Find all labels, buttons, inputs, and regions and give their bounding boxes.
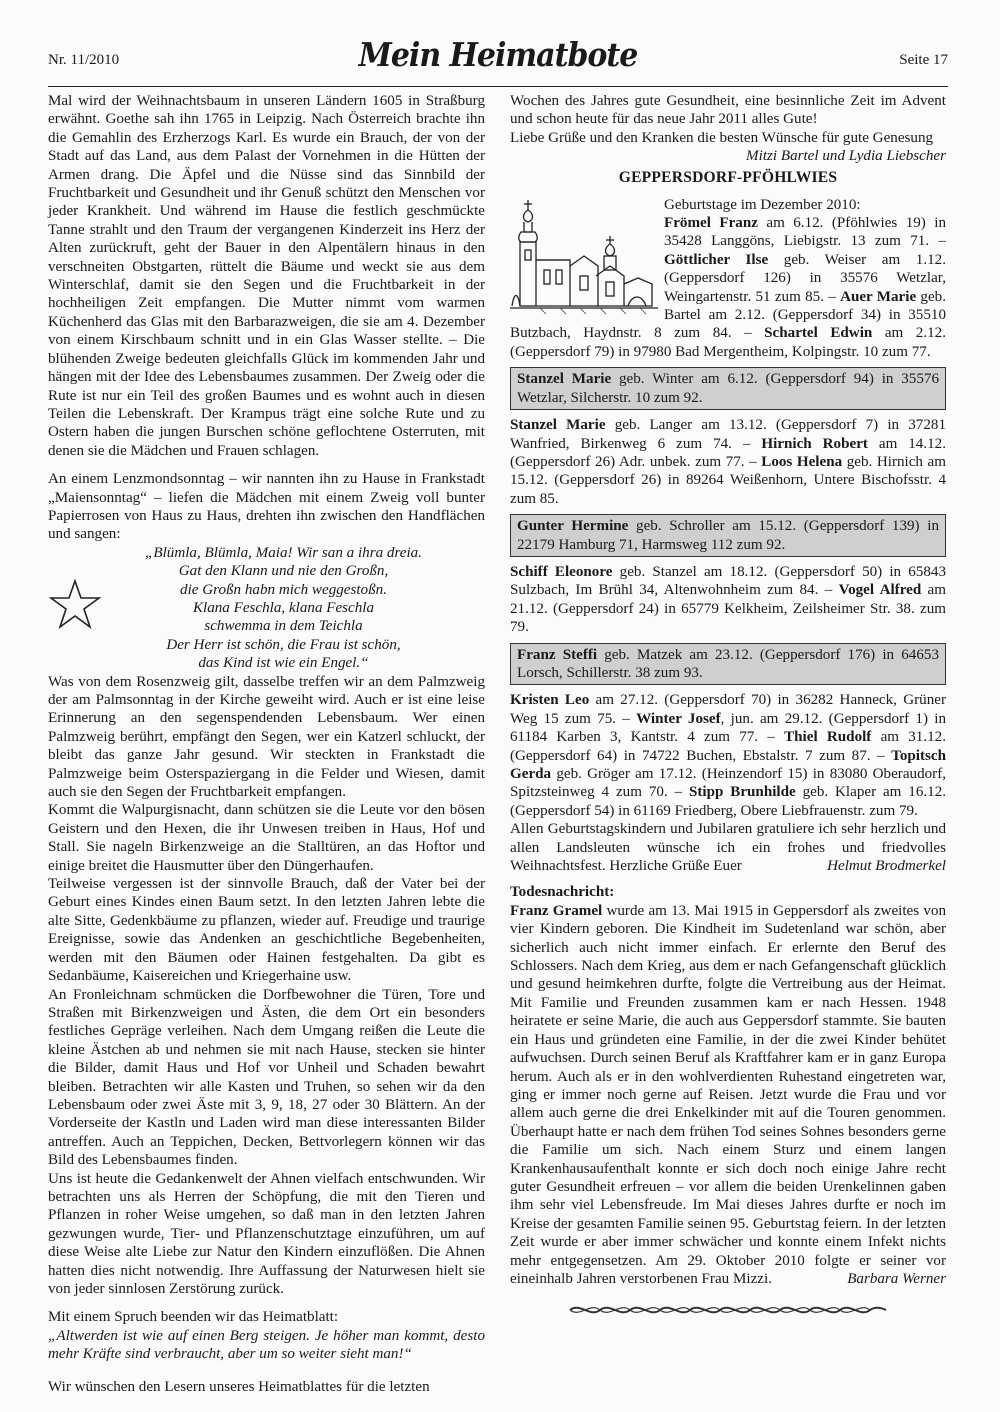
signature: Helmut Brodmerkel xyxy=(827,858,946,875)
paragraph: Was von dem Rosenzweig gilt, dasselbe treffen wir an dem Palmzweig der am Palmsonntag in der Kirche geweiht wird. Auch er ist eine leise Erinnerung an den segenspendenden Lebensbaum. Wer einen Palmzweig berührt, empfängt den Segen, wer ein Katzerl schluckt, der bleibt das ganze Jahr gesund. Wir steckten in Frankstadt die Palmzweige beim Osterspaziergang in die Felder und Wiesen, damit auch sie den Segen der Fruchtbarkeit empfangen. xyxy=(48,673,485,801)
paragraph: Mal wird der Weihnachtsbaum in unseren Ländern 1605 in Straßburg erwähnt. Goethe sah ihn 1765 in Leipzig. Nach Österreich brachte ihn die Gemahlin des Erzherzogs Karl. Es wurde ein Brauch, der von der Stadt auf das Land, aus dem Palast der Vornehmen in die Hütten der Armen drang. Die Äpfel und die Nüsse sind das Sinnbild der Fruchtbarkeit und Gesundheit und ihr Genuß schützt den Menschen vor jeder Krankheit. Und während im Hause die festlich geschmückte Tanne strahlt und den Traum der vergangenen Kinderzeit ins Herz der Alten zurückruft, geht der Bauer in den Alpentälern hinaus in den verschneiten Obstgarten, rüttelt die Bäume und weckt sie aus dem Winterschlaf, damit sie den Segen und die Fruchtbarkeit in der hochheiligen Zeit empfangen. Die Mutter nimmt vom warmen Küchenherd das Glas mit den Barbarazweigen, die sie am 4. Dezember von einem Kirschbaum schnitt und in ein Glas Wasser stellte. – Die blühenden Zweige bedeuten gleichfalls Glück im kommenden Jahr und hängen mit der Idee des Lebensbaumes zusammen. Der Zweig oder die Rute ist nur ein Teil des großen Baumes und es wohnt auch in diesen Teilen die Lebenskraft. Der Krampus trägt eine solche Rute und zu Ostern haben die jungen Burschen schöne geflochtene Osterruten, mit denen sie die Mädchen und Frauen schlagen. xyxy=(48,93,485,459)
entry-text: geb. Gröger am 17.12. (Heinzendorf 15) in 83080 Oberaudorf, Spitzsteinweg 4 zum 70. – xyxy=(510,766,946,801)
poem-line: Gat den Klann und nie den Großn, xyxy=(178,563,389,580)
person-name: Vogel Alfred xyxy=(838,582,922,599)
ornament-divider xyxy=(510,1302,946,1323)
highlight-box xyxy=(510,514,946,557)
paragraph: Teilweise vergessen ist der sinnvolle Brauch, daß der Vater bei der Geburt eines Kindes einen Baum setzt. In den letzten Jahren lebte die alte Sitte, Gedenkbäume zu pflanzen, wieder auf. Freudige und traurige Ereignisse, sowie das Andenken an geschichtliche Begebenheiten, werden mit den Bäumen oder Hainen festgehalten. Da gibt es Sedanbäume, Kaisereichen und Kriegerhaine usw. xyxy=(48,876,485,985)
issue-number: Nr. 11/2010 xyxy=(48,52,120,68)
entry-text: am 27.12. (Geppersdorf 70) in 36282 Hanneck, Grüner Weg 15 zum 75. – xyxy=(510,692,946,727)
birthday-intro: Geburtstage im Dezember 2010: xyxy=(664,196,861,213)
person-name: Winter Josef xyxy=(636,710,721,727)
person-name: Kristen Leo xyxy=(510,692,590,709)
poem-line: Klana Feschla, klana Feschla xyxy=(192,599,375,616)
poem-line: die Großn habn mich weggestoßn. xyxy=(180,581,387,598)
person-name: Schiff Eleonore xyxy=(510,563,613,580)
person-name: Loos Helena xyxy=(761,453,843,470)
closing-quote: „Altwerden ist wie auf einen Berg steigen. Je höher man kommt, desto mehr Kräfte sind verbraucht, aber um so weiter sieht man!“ xyxy=(48,1327,485,1363)
church-icon xyxy=(510,196,658,316)
page-header xyxy=(48,38,948,87)
entry-text: geb. Bartel am 2.12. (Geppersdorf 34) in 35510 Butzbach, Haydnstr. 8 zum 84. – xyxy=(510,288,946,342)
paragraph: An einem Lenzmondsonntag – wir nannten ihn zu Hause in Frankstadt „Maiensonntag“ – liefen die Mädchen mit einem Zweig voll bunter Papierrosen von Haus zu Haus, drehten ihn zwischen den Handflächen und sangen: xyxy=(48,471,485,543)
person-name: Thiel Rudolf xyxy=(784,729,872,746)
star-icon xyxy=(48,578,102,630)
entry-text: am 2.12. (Geppersdorf 79) in 97980 Bad Mergentheim, Kolpingstr. 10 zum 77. xyxy=(510,325,946,360)
entry-text: , jun. am 29.12. (Geppersdorf 1) in 61184 Karben 3, Kantstr. 4 zum 77. – xyxy=(510,710,946,746)
page-number: Seite 17 xyxy=(899,52,948,68)
entry-text: geb. Winter am 6.12. (Geppersdorf 94) in 35576 Wetzlar, Silcherstr. 10 zum 92. xyxy=(517,371,939,406)
person-name: Frömel Franz xyxy=(664,215,758,232)
obituary-text xyxy=(510,902,946,1289)
ornament-icon xyxy=(568,1302,888,1318)
poem xyxy=(48,544,485,673)
person-name: Schartel Edwin xyxy=(764,325,873,342)
greeting-text: Liebe Grüße und den Kranken die besten Wünsche für gute Genesung xyxy=(510,129,934,146)
paragraph: An Fronleichnam schmücken die Dorfbewohner die Türen, Tore und Straßen mit Birkenzweigen und Ästen, die dem Ort ein besonders festliches Gepräge verleihen. Nach dem Umgang reißen die Leute die kleine Ästchen ab und nehmen sie mit nach Hause, stecken sie hinter die Bilder, damit Haus und Hof vor Unheil und Schaden bewahrt bleiben. Betrachten wir alle Kasten und Truhen, so sehen wir da den Lebensbaum oder zwei Äste mit 3, 9, 18, 27 oder 30 Blättern. An der Vorderseite der Kastln und Laden wird man diese interessanten Bilder antreffen. Auch an Teppichen, Decken, Bettvorlegern können wir das Bild des Lebensbaumes finden. xyxy=(48,986,485,1169)
entry-text: am 6.12. (Pföhlwies 19) in 35428 Langgöns, Liebigstr. 13 zum 71. – xyxy=(664,215,947,250)
paragraph: Kommt die Walpurgisnacht, dann schützen sie die Leute vor den bösen Geistern und den Hexen, die ihr Unwesen treiben in Haus, Hof und Stall. Sie nageln Birkenzweige an die Stalltüren, an das Hoftor und einige breitet die Hausmutter über den Düngerhaufen. xyxy=(48,802,485,874)
entry-text: geb. Langer am 13.12. (Geppersdorf 7) in 37281 Wanfried, Birkenweg 6 zum 74. – xyxy=(510,417,946,452)
greeting-text: Allen Geburtstagskindern und Jubilaren gratuliere ich sehr herzlich und allen Landsleuten wünsche ich ein frohes und friedvolles Weihnachtsfest. Herzliche Grüße Euer xyxy=(510,821,946,875)
entry-text: geb. Schroller am 15.12. (Geppersdorf 139) in 22179 Hamburg 71, Harmsweg 112 zum 92. xyxy=(517,518,939,553)
paragraph: Wir wünschen den Lesern unseres Heimatblattes für die letzten xyxy=(48,1378,430,1395)
masthead-logo: Mein Heimatbote xyxy=(358,36,638,75)
highlight-box xyxy=(510,367,946,410)
entry-text: geb. Matzek am 23.12. (Geppersdorf 176) in 64653 Lorsch, Schillerstr. 38 zum 93. xyxy=(517,646,939,681)
entry-text: geb. Hirnich am 15.12. (Geppersdorf 26) in 89264 Weißenhorn, Untere Bischofsstr. 4 zum 85. xyxy=(510,453,946,507)
greeting xyxy=(510,820,946,875)
poem-line: Der Herr ist schön, die Frau ist schön, xyxy=(166,636,401,653)
paragraph: Wochen des Jahres gute Gesundheit, eine besinnliche Zeit im Advent und schon heute für das neue Jahr 2011 alles Gute! xyxy=(510,93,946,128)
paragraph xyxy=(510,129,946,165)
entry-text: am 14.12. (Geppersdorf 26) Adr. unbek. zum 77. – xyxy=(510,435,946,470)
birthday-entries xyxy=(510,416,946,508)
obituary-title: Todesnachricht: xyxy=(510,884,615,901)
person-name: Hirnich Robert xyxy=(761,435,868,452)
person-name: Göttlicher Ilse xyxy=(664,251,769,268)
person-name: Stanzel Marie xyxy=(510,417,606,434)
highlight-box xyxy=(510,643,946,686)
paragraph: Mit einem Spruch beenden wir das Heimatblatt: xyxy=(48,1309,339,1326)
entry-text: wurde am 13. Mai 1915 in Geppersdorf als zweites von vier Kindern geboren. Die Kindheit im Sudetenland war schön, aber sicherlich auch nicht immer einfach. Er erlernte den Beruf des Schlossers. Nach dem Krieg, aus dem er nach Gefangenschaft glücklich und gesund heimkehren durfte, folgte die Vertreibung aus der Heimat. Mit Familie und Freunden zusammen kam er nach Hessen. 1948 heiratete er seine Marie, die auch aus Geppersdorf stammte. Sie bauten ein Haus und gründeten eine Familie, in der die zwei Kinder behütet aufwuchsen. Durch seinen Beruf als Kraftfahrer kam er in ganz Europa herum. Auch als er in den wohlverdienten Ruhestand eingetreten war, ging er immer noch gerne auf Reisen. Jetzt wurde die Frau und vor allem auch gerne die drei Enkelkinder mit auf die Touren genommen. Überhaupt hatte er nach dem frühen Tod seines Sohnes besonders gerne die Familie um sich. Nach einem Sturz und einem langen Krankenhausaufenthalt konnte er sich doch noch einige Jahre recht guter Gesundheit erfreuen – vor allem die beiden Urenkelinnen gaben ihm sehr viel Lebensfreude. Im Mai dieses Jahres durfte er noch im Kreise der gesamten Familie seinen 95. Geburtstag feiern. In der letzten Zeit wurde er aber immer schwächer und konnte einem Infekt nichts mehr entgegensetzen. Am 29. Oktober 2010 folgte er seiner vor eineinhalb Jahren verstorbenen Frau Mizzi. xyxy=(510,902,946,1287)
left-column xyxy=(48,92,485,1396)
person-name: Topitsch Gerda xyxy=(510,747,946,782)
person-name: Stipp Brunhilde xyxy=(689,784,796,801)
poem-line: das Kind ist wie ein Engel.“ xyxy=(198,655,369,672)
section-title: GEPPERSDORF-PFÖHLWIES xyxy=(618,169,838,187)
person-name: Franz Steffi xyxy=(517,646,598,663)
entry-text: geb. Klaper am 16.12. (Geppersdorf 54) in 61169 Friedberg, Obere Liebfrauenstr. zum 79. xyxy=(510,784,947,819)
person-name: Stanzel Marie xyxy=(517,371,612,388)
paragraph: Uns ist heute die Gedankenwelt der Ahnen vielfach entschwunden. Wir betrachten uns als Herren der Schöpfung, die mit den Tieren und Pflanzen in roher Weise umgehen, so daß man in den letzten Jahren gezwungen wurde, Tier- und Pflanzenschutztage einzuführen, um auf diese Weise alte Liebe zur Natur den Kindern einzuflößen. Die Ahnen hatten dies nicht notwendig. Ihre Auffassung der Naturwesen hielt sie von jeder sinnlosen Zerstörung zurück. xyxy=(48,1170,485,1297)
entry-text: am 21.12. (Geppersdorf 24) in 65779 Kelkheim, Zeilsheimer Str. 38. zum 79. xyxy=(510,582,946,636)
birthday-list xyxy=(510,196,946,362)
person-name: Auer Marie xyxy=(840,288,917,305)
person-name: Gunter Hermine xyxy=(517,518,629,535)
signature: Barbara Werner xyxy=(847,1270,946,1287)
signature: Mitzi Bartel und Lydia Liebscher xyxy=(746,148,946,165)
birthday-entries xyxy=(510,691,946,820)
right-column xyxy=(510,92,946,1324)
poem-line: schwemma in dem Teichla xyxy=(204,618,363,635)
entry-text: am 31.12. (Geppersdorf 64) in 74722 Buchen, Ebstalstr. 7 zum 87. – xyxy=(510,729,946,764)
entry-text: geb. Stanzel am 18.12. (Geppersdorf 50) in 65843 Sulzbach, Im Brühl 34, Altenwohnheim zum 84. – xyxy=(510,563,946,599)
poem-line: „Blümla, Blümla, Maia! Wir san a ihra dreia. xyxy=(144,544,422,561)
entry-text: geb. Weiser am 1.12. (Geppersdorf 126) in 35576 Wetzlar, Weingartenstr. 51 zum 85. – xyxy=(664,251,946,305)
person-name: Franz Gramel xyxy=(510,902,603,919)
birthday-entries xyxy=(510,563,946,637)
